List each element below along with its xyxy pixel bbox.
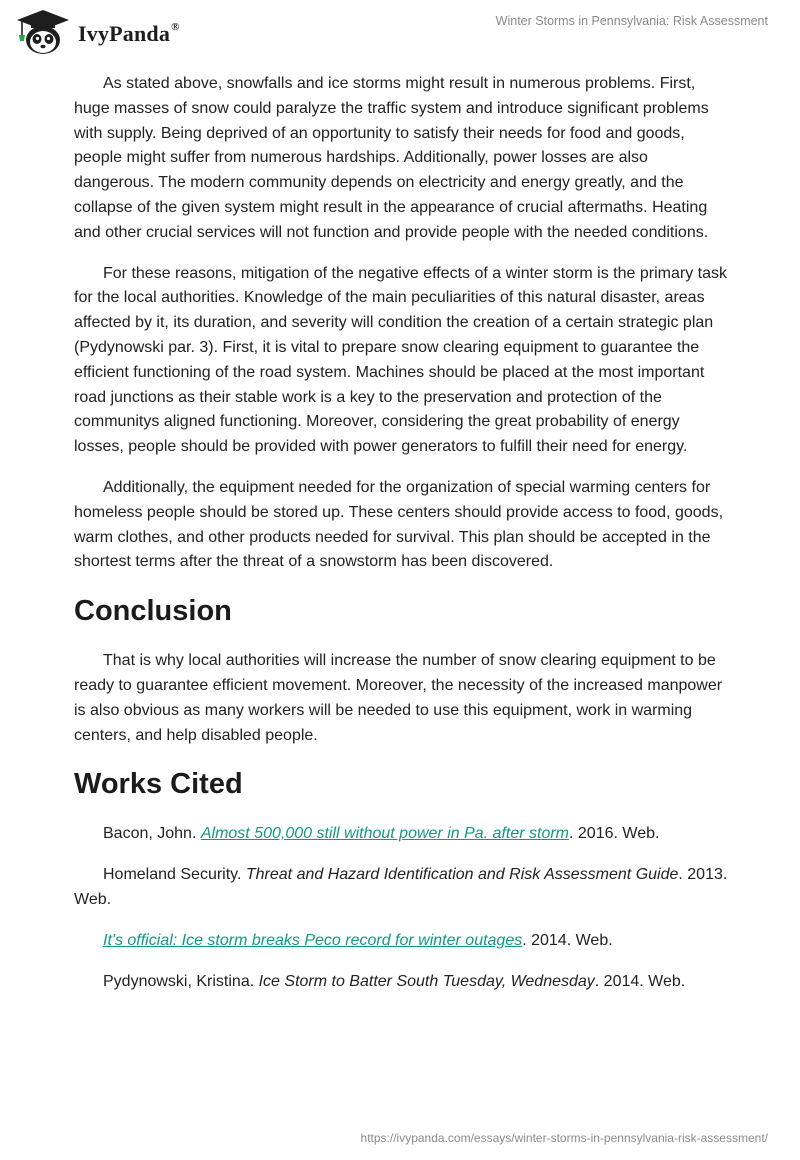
citation-author: Homeland Security. (103, 866, 246, 884)
body-paragraph-1: As stated above, snowfalls and ice storms might result in numerous problems. First, huge masses of snow could paralyze the traffic system and introduce significant problems with supply. Being deprived of an opportunity to satisfy their needs for food and goods, people might suffer from numerous hardships. Additionally, power losses are also dangerous. The modern community depends on electricity and energy greatly, and the collapse of the given system might result in the appearance of crucial aftermaths. Heating and other crucial services will not function and provide people with the needed conditions. (74, 75, 709, 241)
citation-link-bacon[interactable]: Almost 500,000 still without power in Pa. after storm (200, 825, 570, 843)
registered-mark: ® (171, 20, 180, 33)
citation-title: Threat and Hazard Identification and Risk Assessment Guide (245, 866, 679, 884)
citation-peco (74, 929, 728, 954)
citation-link-peco[interactable]: It's official: Ice storm breaks Peco record for winter outages (103, 931, 523, 949)
citation-bacon (74, 822, 728, 847)
brand-text: IvyPanda (78, 21, 171, 46)
source-url[interactable]: https://ivypanda.com/essays/winter-storms-in-pennsylvania-risk-assessment/ (360, 1131, 768, 1145)
page-header (0, 0, 800, 64)
citation-title: Ice Storm to Batter South Tuesday, Wednesday (258, 972, 595, 990)
citation-details: . 2013. Web. (74, 866, 728, 908)
conclusion-paragraph: That is why local authorities will increase the number of snow clearing equipment to be ready to guarantee efficient movement. Moreover, the necessity of the increased manpower is also obvious as many workers will be needed to use this equipment, work in warming centers, and help disabled people. (74, 652, 723, 744)
citation-details: . 2014. Web. (594, 972, 686, 990)
works-cited-heading: Works Cited (74, 768, 243, 801)
citation-homeland-security (74, 863, 728, 913)
brand-name[interactable] (78, 21, 180, 47)
citation-pydynowski (74, 970, 728, 995)
panda-logo-icon[interactable] (14, 8, 72, 56)
article-content (74, 72, 728, 1010)
body-paragraph-3: Additionally, the equipment needed for the organization of special warming centers for homeless people should be stored up. These centers should provide access to food, goods, warm clothes, and other products needed for survival. This plan should be accepted in the shortest terms after the threat of a snowstorm has been discovered. (74, 478, 724, 571)
document-title: Winter Storms in Pennsylvania: Risk Assessment (495, 14, 768, 28)
citation-details: . 2016. Web. (569, 825, 660, 843)
citation-author: Bacon, John. (103, 825, 201, 843)
citation-details: . 2014. Web. (522, 931, 613, 949)
conclusion-heading: Conclusion (74, 595, 232, 628)
citation-author: Pydynowski, Kristina. (103, 972, 259, 990)
body-paragraph-2: For these reasons, mitigation of the negative effects of a winter storm is the primary task for the local authorities. Knowledge of the main peculiarities of this natural disaster, areas affected by it, its duration, and severity will condition the creation of a certain strategic plan (Pydynowski par. 3). First, it is vital to prepare snow clearing equipment to guarantee the efficient functioning of the road system. Machines should be placed at the most important road junctions as their stable work is a key to the preservation and protection of the communitys aligned functioning. Moreover, considering the great probability of energy losses, people should be provided with power generators to fulfill their need for energy. (74, 264, 727, 456)
